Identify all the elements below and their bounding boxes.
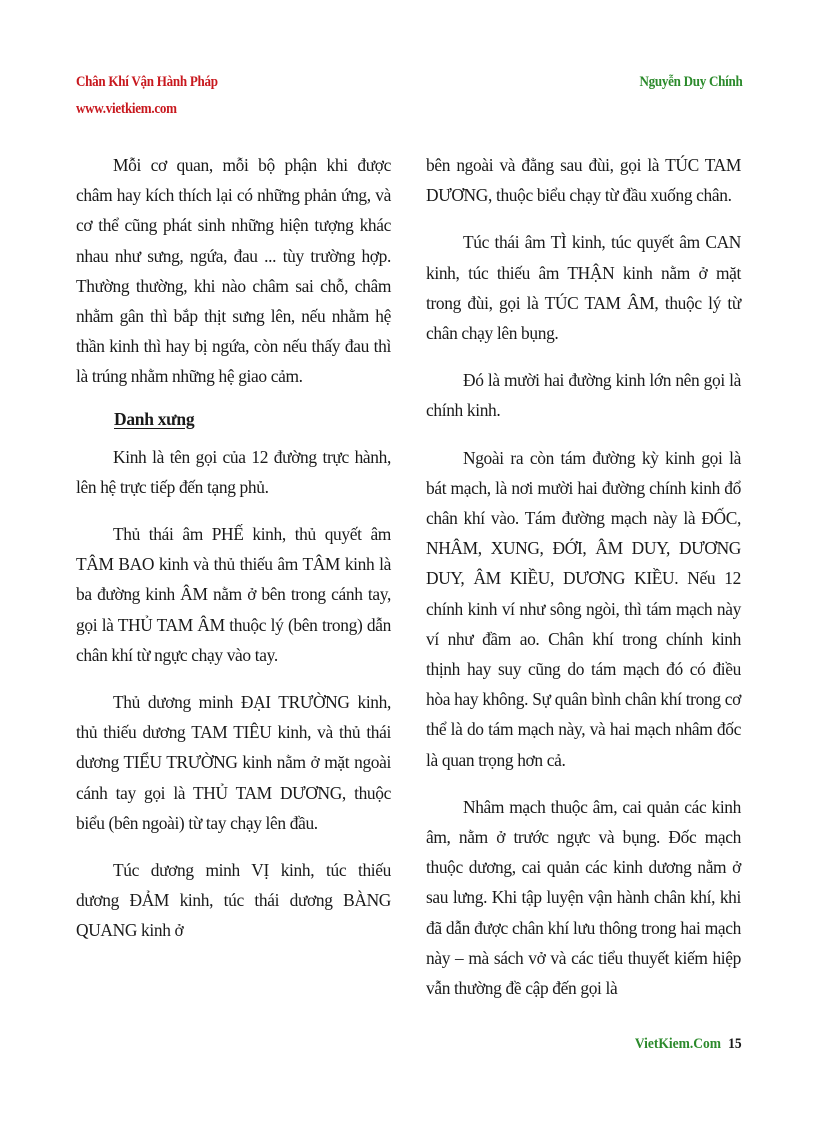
header-title: Chân Khí Vận Hành Pháp bbox=[76, 74, 218, 90]
paragraph: bên ngoài và đằng sau đùi, gọi là TÚC TAM DƯƠNG, thuộc biểu chạy từ đầu xuống chân. bbox=[426, 155, 741, 206]
section-heading: Danh xưng bbox=[114, 408, 195, 429]
paragraph: Túc dương minh VỊ kinh, túc thiếu dương ĐẢM kinh, túc thái dương BÀNG QUANG kinh ở bbox=[76, 860, 391, 941]
paragraph: Kinh là tên gọi của 12 đường trực hành, lên hệ trực tiếp đến tạng phủ. bbox=[76, 446, 391, 497]
right-column bbox=[426, 150, 741, 1020]
paragraph: Mỗi cơ quan, mỗi bộ phận khi được châm hay kích thích lại có những phản ứng, và cơ thể cũng phát sinh những hiện tượng khác nhau như sưng, ngứa, đau ... tùy trường hợp. Thường thường, khi nào châm sai chỗ, châm nhằm gân thì bắp thịt sưng lên, nếu nhằm hệ thần kinh thì hay bị ngứa, còn nếu thấy đau thì là trúng nhằm những hệ giao cảm. bbox=[76, 155, 391, 387]
page-footer bbox=[635, 1036, 742, 1053]
header-url[interactable]: www.vietkiem.com bbox=[76, 101, 177, 117]
paragraph: Nhâm mạch thuộc âm, cai quản các kinh âm, nằm ở trước ngực và bụng. Đốc mạch thuộc dương, cai quản các kinh dương nằm ở sau lưng. Khi tập luyện vận hành chân khí, khi đã dẫn được chân khí lưu thông trong hai mạch này – mà sách vở và các tiểu thuyết kiếm hiệp vẫn thường đề cập đến gọi là bbox=[426, 796, 741, 999]
footer-site[interactable]: VietKiem.Com bbox=[635, 1036, 722, 1052]
paragraph: Túc thái âm TÌ kinh, túc quyết âm CAN kinh, túc thiếu âm THẬN kinh nằm ở mặt trong đùi, gọi là TÚC TAM ÂM, thuộc lý từ chân chạy lên bụng. bbox=[426, 232, 741, 344]
paragraph: Thủ thái âm PHẾ kinh, thủ quyết âm TÂM BAO kinh và thủ thiếu âm TÂM kinh là ba đường kinh ÂM nằm ở bên trong cánh tay, gọi là THỦ TAM ÂM thuộc lý (bên trong) dẫn chân khí từ ngực chạy vào tay. bbox=[76, 524, 391, 665]
paragraph: Ngoài ra còn tám đường kỳ kinh gọi là bát mạch, là nơi mười hai đường chính kinh đổ chân khí vào. Tám đường mạch này là ĐỐC, NHÂM, XUNG, ĐỚI, ÂM DUY, DƯƠNG DUY, ÂM KIỀU, DƯƠNG KIỀU. Nếu 12 chính kinh ví như sông ngòi, thì tám mạch này ví như đầm ao. Chân khí trong chính kinh thịnh hay suy cũng do tám mạch đó có điều hòa hay không. Sự quân bình chân khí trong cơ thể là do tám mạch này, và hai mạch nhâm đốc là quan trọng hơn cả. bbox=[426, 447, 741, 770]
header-author: Nguyễn Duy Chính bbox=[638, 74, 742, 90]
left-column bbox=[76, 150, 391, 963]
paragraph: Đó là mười hai đường kinh lớn nên gọi là chính kinh. bbox=[426, 370, 741, 421]
page-number: 15 bbox=[728, 1036, 742, 1052]
paragraph: Thủ dương minh ĐẠI TRƯỜNG kinh, thủ thiếu dương TAM TIÊU kinh, và thủ thái dương TIỂU TRƯỜNG kinh nằm ở mặt ngoài cánh tay gọi là THỦ TAM DƯƠNG, thuộc biểu (bên ngoài) từ tay chạy lên đầu. bbox=[76, 692, 391, 833]
